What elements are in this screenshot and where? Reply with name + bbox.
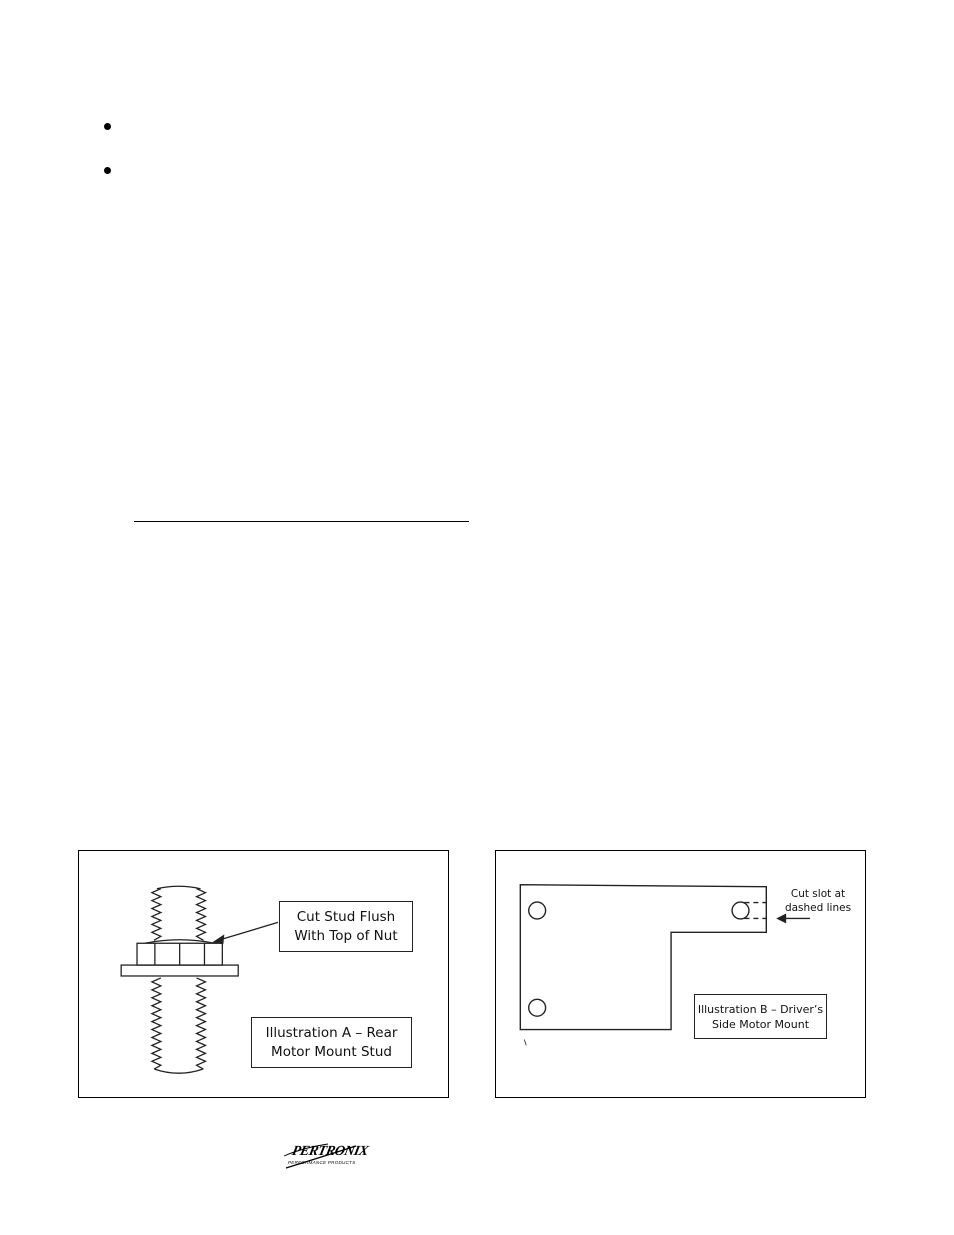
cut-slot-label-line2: dashed lines xyxy=(784,902,852,914)
upper-thread-left xyxy=(152,889,161,941)
illustration-a-caption-line2: Motor Mount Stud xyxy=(271,1043,392,1060)
pertronix-logo xyxy=(282,1142,370,1174)
cut-slot-label-line1: Cut slot at xyxy=(790,888,846,900)
illustration-a-frame xyxy=(78,850,449,1098)
bullet-marker-2 xyxy=(104,167,111,174)
mount-hole-bottom-left xyxy=(529,999,546,1016)
cut-stud-callout-line1: Cut Stud Flush xyxy=(296,908,396,925)
illustration-b-caption xyxy=(694,994,827,1039)
bullet-marker-1 xyxy=(104,123,111,130)
logo-brand: PERTRONIX xyxy=(290,1144,370,1159)
mount-hole-top-left xyxy=(529,902,546,919)
mount-hole-top-right xyxy=(732,902,749,919)
stud-top xyxy=(157,886,201,888)
cut-stud-callout xyxy=(279,901,413,952)
cut-stud-callout-line2: With Top of Nut xyxy=(294,927,398,944)
lower-thread-right xyxy=(197,978,206,1069)
illustration-a-caption xyxy=(251,1017,412,1068)
illustration-b-caption-line1: Illustration B – Driver’s xyxy=(697,1002,824,1016)
illustration-a-caption-line1: Illustration A – Rear xyxy=(265,1024,398,1041)
underline-rule xyxy=(134,521,469,522)
logo-tagline: PERFORMANCE PRODUCTS xyxy=(288,1160,356,1165)
illustration-b-frame xyxy=(495,850,866,1098)
upper-thread-right xyxy=(197,889,206,941)
stud-bottom xyxy=(155,1069,203,1073)
cut-slot-label xyxy=(780,887,856,915)
washer xyxy=(121,965,238,976)
illustration-b-caption-line2: Side Motor Mount xyxy=(711,1017,810,1031)
callout-arrow-line xyxy=(218,922,278,940)
lower-thread-left xyxy=(152,978,161,1069)
